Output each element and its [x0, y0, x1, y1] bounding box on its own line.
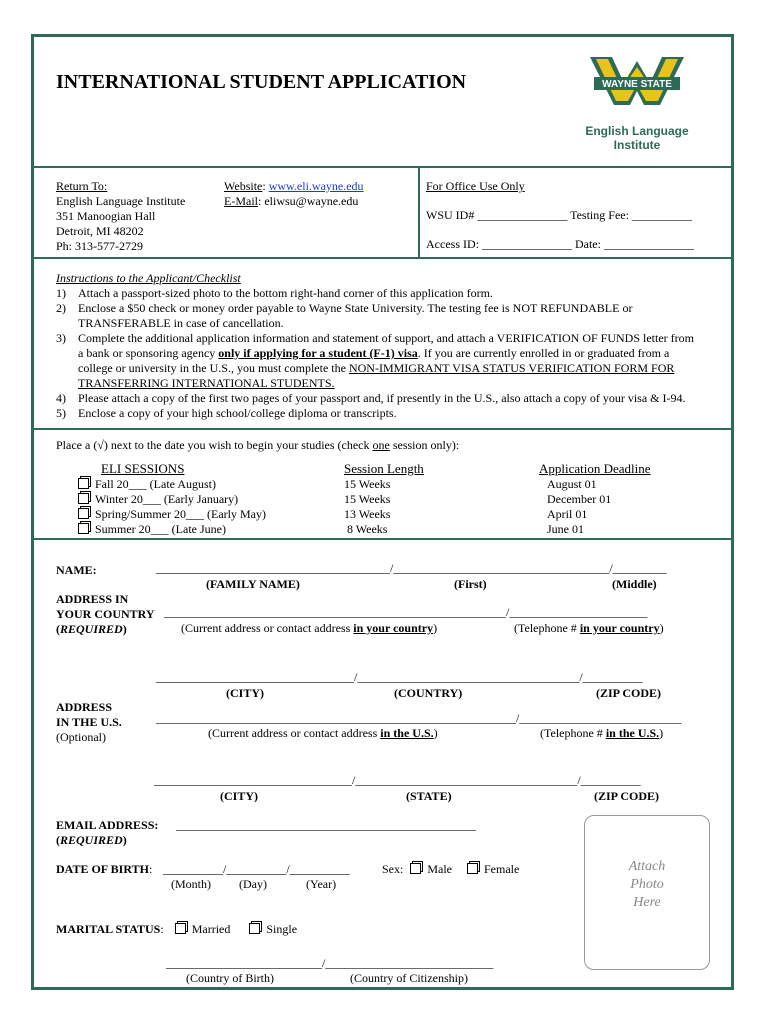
session-row-fall[interactable]: Fall 20___ (Late August) — [78, 477, 266, 492]
application-form-frame — [31, 34, 734, 990]
country-caption: (COUNTRY) — [394, 686, 463, 700]
email-address: eliwsu@wayne.edu — [264, 194, 359, 208]
checkbox-icon[interactable] — [175, 923, 186, 934]
family-name-caption: (FAMILY NAME) — [206, 577, 300, 591]
marital-married-option[interactable]: Married — [175, 922, 231, 936]
checkbox-icon[interactable] — [78, 523, 89, 534]
checkbox-icon[interactable] — [78, 478, 89, 489]
instruction-item: a bank or sponsoring agency — [78, 346, 216, 360]
office-use-label: For Office Use Only — [426, 179, 525, 193]
country-birth-caption: (Country of Birth) — [186, 971, 274, 985]
instructions-heading: Instructions to the Applicant/Checklist — [56, 271, 241, 285]
return-to-block — [56, 179, 185, 254]
item-number: 3) — [56, 331, 66, 345]
dob-input[interactable]: __________/__________/__________ — [163, 862, 350, 876]
zip-caption: (ZIP CODE) — [594, 789, 660, 803]
checkbox-icon[interactable] — [410, 863, 421, 874]
instructions-list — [56, 286, 694, 421]
instruction-item: TRANSFERABLE in case of cancellation. — [78, 316, 284, 330]
session-row-spring-summer[interactable]: Spring/Summer 20___ (Early May) — [78, 507, 266, 522]
wayne-state-w-icon — [582, 53, 692, 113]
current-address-caption: (Current address or contact address in your country) — [181, 621, 438, 635]
page-title: INTERNATIONAL STUDENT APPLICATION — [56, 71, 467, 93]
address-us-label: ADDRESS IN THE U.S. (Optional) — [56, 700, 122, 744]
address-country-label: ADDRESS IN YOUR COUNTRY (REQUIRED) — [56, 592, 155, 636]
logo-line-2: Institute — [613, 138, 661, 152]
instruction-item: Complete the additional application information and statement of support, and attach a VERIFICATION OF FUNDS letter from — [78, 331, 694, 345]
zip-caption: (ZIP CODE) — [596, 686, 662, 700]
day-caption: (Day) — [239, 877, 267, 891]
sex-field — [382, 862, 519, 877]
contact-section — [34, 168, 731, 259]
return-phone: Ph: 313-577-2729 — [56, 239, 143, 253]
item-number: 4) — [56, 391, 66, 405]
session-deadline: June 01 — [547, 522, 584, 536]
instruction-item: Enclose a $50 check or money order payable to Wayne State University. The testing fee is NOT REFUNDABLE or — [78, 301, 633, 315]
f1-visa-note: only if applying for a student (F-1) visa — [218, 346, 418, 360]
item-number: 2) — [56, 301, 66, 315]
birth-citizenship-input[interactable]: __________________________/____________________________ — [166, 956, 494, 970]
office-wsu-id: WSU ID# _______________ Testing Fee: __________ — [426, 208, 692, 222]
year-caption: (Year) — [306, 877, 337, 891]
marital-status-field: MARITAL STATUS: Married Single — [56, 922, 298, 936]
return-address-line: 351 Manoogian Hall — [56, 209, 156, 223]
session-deadline: April 01 — [547, 507, 588, 521]
country-citizenship-caption: (Country of Citizenship) — [350, 971, 468, 985]
sex-male-option[interactable]: Male — [410, 862, 452, 876]
sessions-section — [34, 430, 731, 540]
telephone-caption: (Telephone # in your country) — [514, 621, 664, 635]
session-length: 8 Weeks — [347, 522, 388, 536]
sex-female-option[interactable]: Female — [467, 862, 519, 876]
col-session-length: Session Length — [344, 461, 424, 476]
website-label: Website — [224, 179, 263, 193]
session-length: 13 Weeks — [344, 507, 391, 521]
instruction-item: Please attach a copy of the first two pages of your passport and, if presently in the U.S., also attach a copy of your visa & I-94. — [78, 391, 686, 405]
city-caption: (CITY) — [226, 686, 264, 700]
col-application-deadline: Application Deadline — [539, 461, 651, 476]
month-caption: (Month) — [171, 877, 211, 891]
instructions-section — [34, 259, 731, 430]
logo-line-1: English Language — [585, 124, 689, 138]
city-country-zip-input[interactable]: _________________________________/_____________________________________/__________ — [156, 670, 643, 684]
email-input[interactable]: __________________________________________________ — [176, 818, 476, 832]
instruction-item: college or university in the U.S., you must complete the — [78, 361, 346, 375]
session-lengths — [344, 477, 390, 537]
sex-label: Sex: — [382, 862, 404, 876]
address-us-input[interactable]: ____________________________________________________________/___________________________ — [156, 711, 682, 725]
nonimmigrant-form-note: NON-IMMIGRANT VISA STATUS VERIFICATION FORM FOR — [348, 361, 675, 375]
checkbox-icon[interactable] — [467, 863, 478, 874]
session-deadlines — [547, 477, 611, 537]
office-access-id: Access ID: _______________ Date: _______________ — [426, 237, 694, 251]
name-input[interactable]: _______________________________________/____________________________________/_________ — [156, 561, 667, 575]
checkbox-icon[interactable] — [78, 493, 89, 504]
session-deadline: December 01 — [547, 492, 612, 506]
checkbox-icon[interactable] — [78, 508, 89, 519]
return-address-line: Detroit, MI 48202 — [56, 224, 144, 238]
instruction-item: Enclose a copy of your high school/college diploma or transcripts. — [78, 406, 397, 420]
logo-banner-text: WAYNE STATE — [602, 79, 672, 90]
wayne-state-logo — [582, 53, 692, 152]
middle-name-caption: (Middle) — [612, 577, 657, 591]
telephone-us-caption: (Telephone # in the U.S.) — [540, 726, 664, 740]
item-number: 5) — [56, 406, 66, 420]
personal-details-section — [34, 540, 731, 987]
session-row-summer[interactable]: Summer 20___ (Late June) — [78, 522, 266, 537]
col-eli-sessions: ELI SESSIONS — [101, 461, 185, 476]
email-label: EMAIL ADDRESS: (REQUIRED) — [56, 818, 159, 847]
city-caption: (CITY) — [220, 789, 258, 803]
instruction-item: TRANSFERRING INTERNATIONAL STUDENTS. — [78, 376, 335, 390]
sessions-intro: Place a (√) next to the date you wish to begin your studies (check one session only): — [56, 438, 460, 452]
return-to-label: Return To: — [56, 179, 108, 193]
session-length: 15 Weeks — [344, 477, 391, 491]
web-email-block: Website: www.eli.wayne.edu E-Mail: eliwsu@wayne.edu — [224, 179, 364, 208]
current-address-us-caption: (Current address or contact address in the U.S.) — [208, 726, 438, 740]
city-state-zip-input[interactable]: _________________________________/_____________________________________/__________ — [154, 773, 641, 787]
session-length: 15 Weeks — [344, 492, 391, 506]
first-name-caption: (First) — [454, 577, 487, 591]
instruction-item: . If you are currently enrolled in or graduated from a — [417, 346, 670, 360]
session-row-winter[interactable]: Winter 20___ (Early January) — [78, 492, 266, 507]
website-link[interactable]: www.eli.wayne.edu — [268, 179, 364, 193]
dob-label: DATE OF BIRTH: — [56, 862, 153, 876]
header-section — [34, 37, 731, 168]
return-address-line: English Language Institute — [56, 194, 186, 208]
checkbox-icon[interactable] — [249, 923, 260, 934]
divider — [418, 168, 420, 257]
item-number: 1) — [56, 286, 66, 300]
session-names — [78, 477, 266, 537]
marital-single-option[interactable]: Single — [249, 922, 297, 936]
session-deadline: August 01 — [547, 477, 597, 491]
photo-placeholder[interactable]: Attach Photo Here — [584, 815, 710, 970]
instruction-item: Attach a passport-sized photo to the bottom right-hand corner of this application form. — [78, 286, 493, 300]
name-label: NAME: — [56, 563, 97, 577]
state-caption: (STATE) — [406, 789, 452, 803]
email-label: E-Mail — [224, 194, 258, 208]
address-country-input[interactable]: _________________________________________________________/_______________________ — [164, 605, 648, 619]
